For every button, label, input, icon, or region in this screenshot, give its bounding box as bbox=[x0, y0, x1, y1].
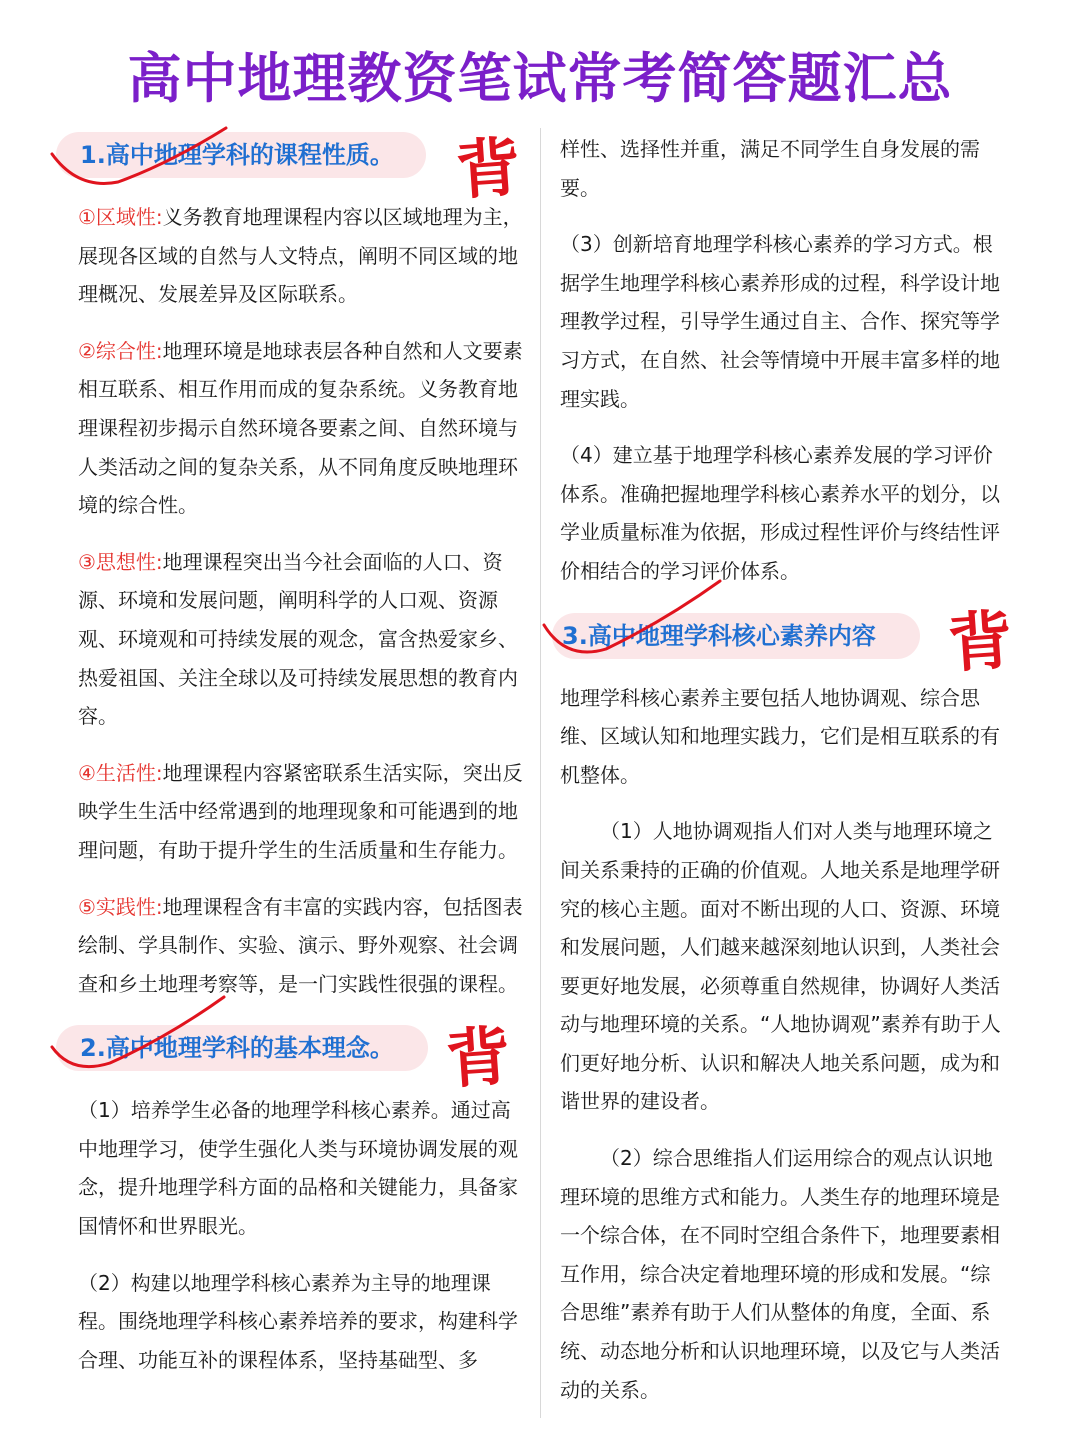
section-1-item bbox=[78, 888, 524, 1004]
section-1-heading-text: 1.高中地理学科的课程性质。 bbox=[80, 141, 394, 169]
section-1-item bbox=[78, 543, 524, 736]
item-term: ⑤实践性: bbox=[78, 894, 163, 919]
item-text: 地理课程含有丰富的实践内容，包括图表绘制、学具制作、实验、演示、野外观察、社会调查和乡土地理考察等，是一门实践性很强的课程。 bbox=[78, 894, 523, 996]
section-1-item bbox=[78, 754, 524, 870]
left-column bbox=[78, 128, 524, 1397]
section-3-heading bbox=[560, 602, 1015, 682]
right-column bbox=[560, 130, 1015, 1427]
memorize-mark: 背 bbox=[945, 602, 1015, 682]
memorize-mark: 背 bbox=[443, 1019, 513, 1099]
section-1-heading bbox=[78, 128, 524, 210]
section-2-paragraph: （1）培养学生必备的地理学科核心素养。通过高中地理学习，使学生强化人类与环境协调发展的观念，提升地理学科方面的品格和关键能力，具备家国情怀和世界眼光。 bbox=[78, 1098, 518, 1239]
item-term: ②综合性: bbox=[78, 338, 163, 363]
section-2-heading-text: 2.高中地理学科的基本理念。 bbox=[80, 1034, 394, 1063]
section-1-item bbox=[78, 198, 524, 314]
section-2-heading bbox=[78, 1019, 524, 1099]
item-text: 地理课程突出当今社会面临的人口、资源、环境和发展问题，阐明科学的人口观、资源观、环境观和可持续发展的观念，富含热爱家乡、热爱祖国、关注全球以及可持续发展思想的教育内容。 bbox=[78, 549, 518, 729]
item-text: 地理环境是地球表层各种自然和人文要素相互联系、相互作用而成的复杂系统。义务教育地理课程初步揭示自然环境各要素之间、自然环境与人类活动之间的复杂关系，从不同角度反映地理环境的综合性。 bbox=[78, 338, 523, 518]
column-divider bbox=[540, 128, 541, 1418]
section-2-paragraph: （4）建立基于地理学科核心素养发展的学习评价体系。准确把握地理学科核心素养水平的划分，以学业质量标准为依据，形成过程性评价与终结性评价相结合的学习评价体系。 bbox=[560, 443, 1000, 583]
item-term: ①区域性: bbox=[78, 205, 163, 229]
item-text: 义务教育地理课程内容以区域地理为主，展现各区域的自然与人文特点，阐明不同区域的地理概况、发展差异及区际联系。 bbox=[78, 205, 523, 307]
section-1-item bbox=[78, 332, 524, 525]
page-title: 高中地理教资笔试常考简答题汇总 bbox=[127, 46, 953, 110]
section-3-heading-text: 3.高中地理学科核心素养内容 bbox=[562, 621, 876, 650]
memorize-mark: 背 bbox=[453, 129, 523, 210]
section-3-intro: 地理学科核心素养主要包括人地协调观、综合思维、区域认知和地理实践力，它们是相互联系的有机整体。 bbox=[560, 685, 1000, 787]
item-term: ④生活性: bbox=[78, 760, 163, 785]
section-2-paragraph: （2）构建以地理学科核心素养为主导的地理课程。围绕地理学科核心素养培养的要求，构建科学合理、功能互补的课程体系，坚持基础型、多 bbox=[78, 1270, 518, 1372]
section-3-paragraph: （1）人地协调观指人们对人类与地理环境之间关系秉持的正确的价值观。人地关系是地理学研究的核心主题。面对不断出现的人口、资源、环境和发展问题，人们越来越深刻地认识到，人类社会要更好地发展，必须尊重自然规律，协调好人类活动与地理环境的关系。“人地协调观”素养有助于人们更好地分析、认识和解决人地关系问题，成为和谐世界的建设者。 bbox=[560, 819, 1001, 1114]
section-3-paragraph: （2）综合思维指人们运用综合的观点认识地理环境的思维方式和能力。人类生存的地理环境是一个综合体，在不同时空组合条件下，地理要素相互作用，综合决定着地理环境的形成和发展。“综合思维”素养有助于人们从整体的角度，全面、系统、动态地分析和认识地理环境，以及它与人类活动的关系。 bbox=[560, 1146, 1000, 1402]
section-2-paragraph: （3）创新培育地理学科核心素养的学习方式。根据学生地理学科核心素养形成的过程，科学设计地理教学过程，引导学生通过自主、合作、探究等学习方式，在自然、社会等情境中开展丰富多样的地理实践。 bbox=[560, 232, 1000, 411]
section-2-paragraph: 样性、选择性并重，满足不同学生自身发展的需要。 bbox=[560, 137, 980, 200]
item-text: 地理课程内容紧密联系生活实际，突出反映学生生活中经常遇到的地理现象和可能遇到的地理问题，有助于提升学生的生活质量和生存能力。 bbox=[78, 760, 523, 862]
item-term: ③思想性: bbox=[78, 549, 163, 574]
